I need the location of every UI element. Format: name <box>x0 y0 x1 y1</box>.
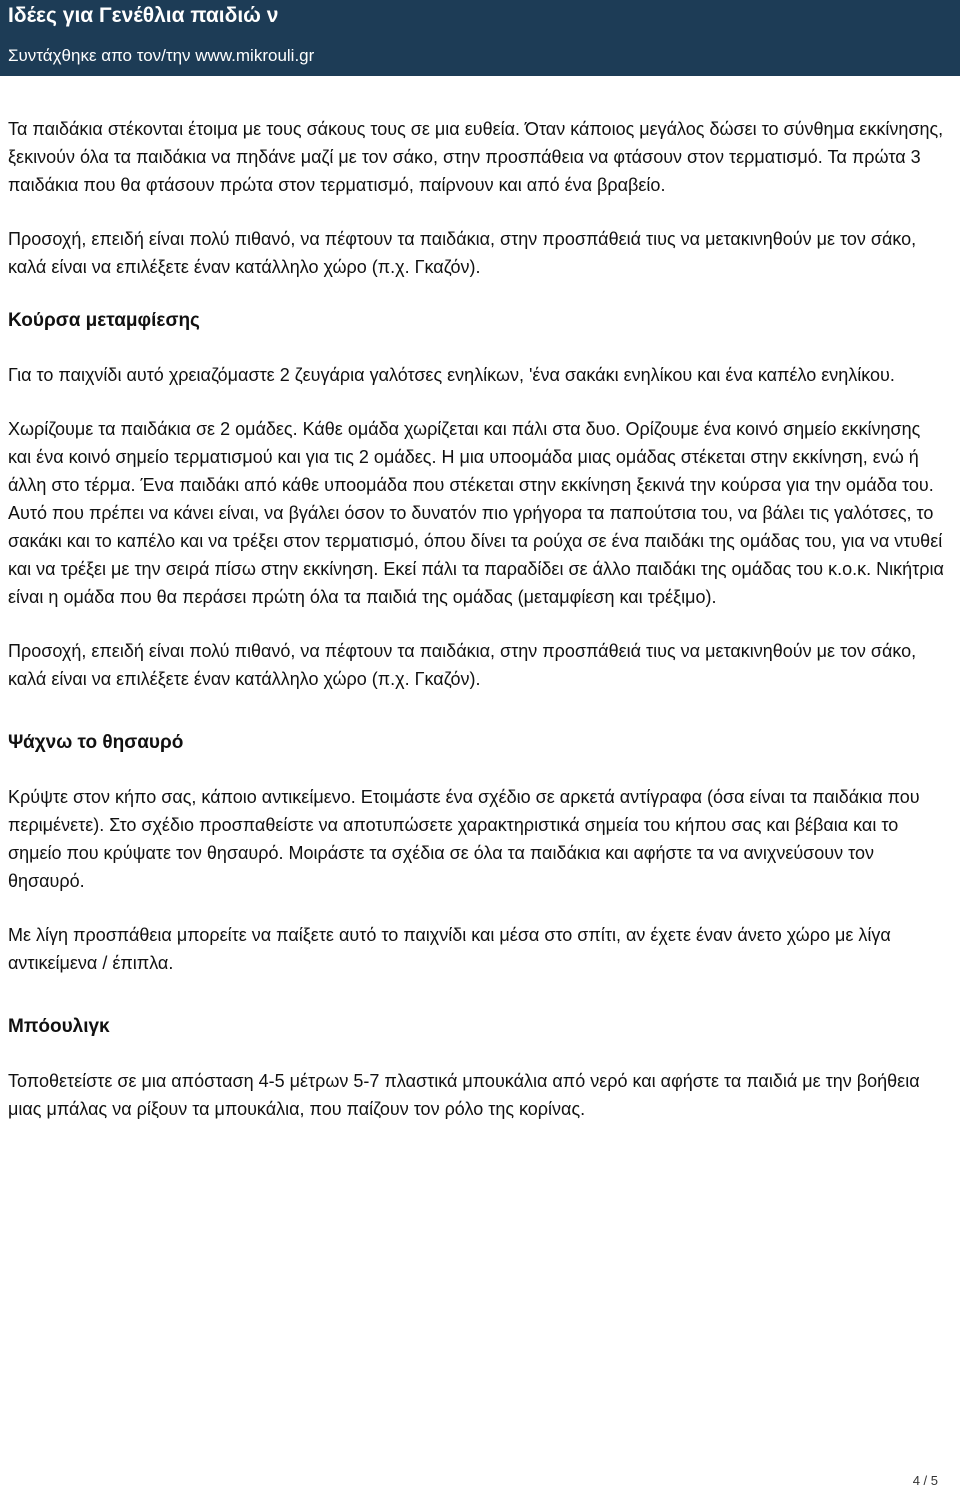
paragraph: Για το παιχνίδι αυτό χρειαζόμαστε 2 ζευγάρια γαλότσες ενηλίκων, 'ένα σακάκι ενηλίκου και ένα καπέλο ενηλίκου. <box>8 365 895 385</box>
paragraph: Προσοχή, επειδή είναι πολύ πιθανό, να πέφτουν τα παιδάκια, στην προσπάθειά τιυς να μετακινηθούν με τον σάκο, καλά είναι να επιλέξετε έναν κατάλληλο χώρο (π.χ. Γκαζόν). <box>8 641 917 689</box>
section-heading: Ψάχνω το θησαυρό <box>8 732 184 753</box>
page-number: 4 / 5 <box>912 1473 938 1488</box>
section-heading: Μπόουλιγκ <box>8 1016 110 1037</box>
paragraph: Χωρίζουμε τα παιδάκια σε 2 ομάδες. Κάθε ομάδα χωρίζεται και πάλι στα δυο. Ορίζουμε ένα κοινό σημείο εκκίνησης και ένα κοινό σημείο τερματισμού και για τις 2 ομάδες. Η μια υποομάδα μιας ομάδας στέκεται στην εκκίνηση, ενώ ή άλλη στο τέρμα. Ένα παιδάκι από κάθε υποομάδα που στέκεται στην εκκίνηση ξεκινά την κούρσα για την ομάδα του. Αυτό που πρέπει να κάνει είναι, να βγάλει όσον το δυνατόν πιο γρήγορα τα παπούτσια του, να βάλει τις γαλότσες, το σακάκι και το καπέλο και να τρέξει στον τερματισμό, όπου δίνει τα ρούχα σε ένα παιδάκι της ομάδας του, για να ντυθεί και να τρέξει με την σειρά πίσω στην εκκίνηση. Εκεί πάλι τα παραδίδει σε άλλο παιδάκι της ομάδας του κ.ο.κ. Νικήτρια είναι η ομάδα που θα περάσει πρώτη όλα τα παιδιά της ομάδας (μεταμφίεση και τρέξιμο). <box>8 419 944 607</box>
header-bar <box>0 0 960 76</box>
paragraph: Κρύψτε στον κήπο σας, κάποιο αντικείμενο. Ετοιμάστε ένα σχέδιο σε αρκετά αντίγραφα (όσα είναι τα παιδάκια που περιμένετε). Στο σχέδιο προσπαθείστε να αποτυπώσετε χαρακτηριστικά σημεία του κήπου σας και βέβαια και το σημείο που κρύψατε τον θησαυρό. Μοιράστε τα σχέδια σε όλα τα παιδάκια και αφήστε τα να ανιχνεύσουν τον θησαυρό. <box>8 787 920 891</box>
paragraph: Τα παιδάκια στέκονται έτοιμα με τους σάκους τους σε μια ευθεία. Όταν κάποιος μεγάλος δώσει το σύνθημα εκκίνησης, ξεκινούν όλα τα παιδάκια να πηδάνε μαζί με τον σάκο, στην προσπάθεια να φτάσουν στον τερματισμό. Τα πρώτα 3 παιδάκια που θα φτάσουν πρώτα στον τερματισμό, παίρνουν και από ένα βραβείο. <box>8 119 944 195</box>
paragraph: Προσοχή, επειδή είναι πολύ πιθανό, να πέφτουν τα παιδάκια, στην προσπάθειά τιυς να μετακινηθούν με τον σάκο, καλά είναι να επιλέξετε έναν κατάλληλο χώρο (π.χ. Γκαζόν). <box>8 229 917 277</box>
section-heading: Κούρσα μεταμφίεσης <box>8 310 200 331</box>
document-author-line: Συντάχθηκε απο τον/την www.mikrouli.gr <box>8 46 315 65</box>
document-body <box>8 115 948 1149</box>
document-title: Ιδέες για Γενέθλια παιδιώ ν <box>8 4 279 27</box>
paragraph: Τοποθετείστε σε μια απόσταση 4-5 μέτρων 5-7 πλαστικά μπουκάλια από νερό και αφήστε τα παιδιά με την βοήθεια μιας μπάλας να ρίξουν τα μπουκάλια, που παίζουν τον ρόλο της κορίνας. <box>8 1071 920 1119</box>
paragraph: Με λίγη προσπάθεια μπορείτε να παίξετε αυτό το παιχνίδι και μέσα στο σπίτι, αν έχετε έναν άνετο χώρο με λίγα αντικείμενα / έπιπλα. <box>8 925 891 973</box>
